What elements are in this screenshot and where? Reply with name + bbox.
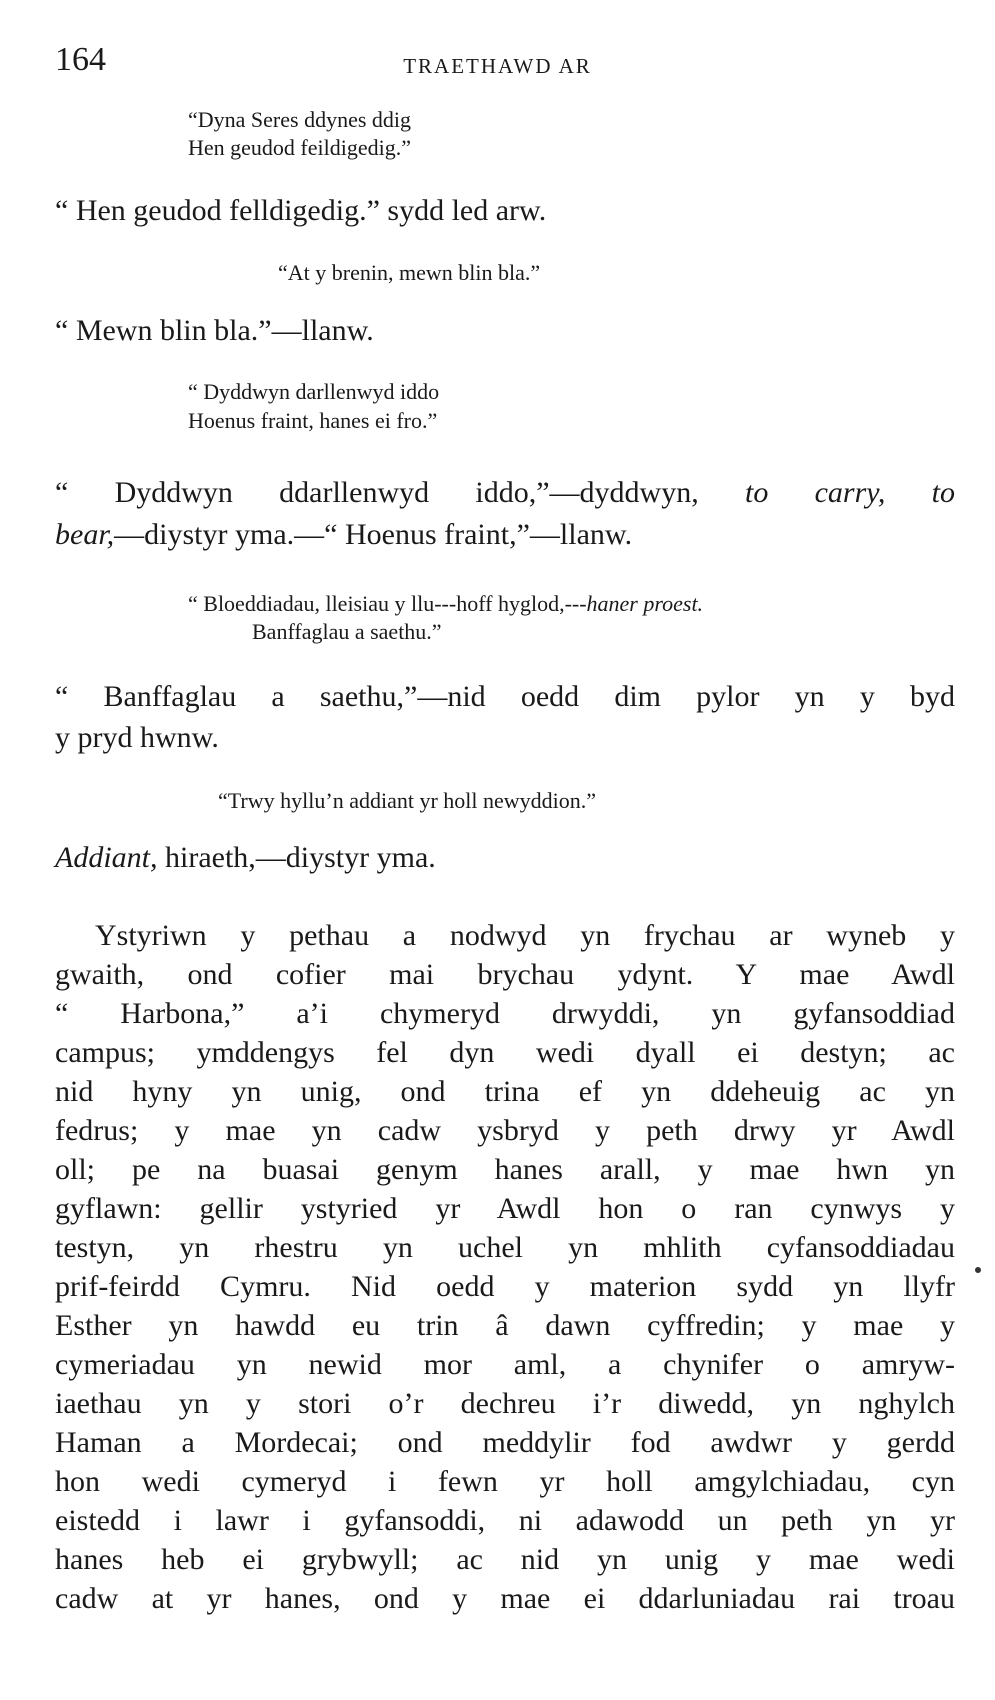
gloss-3-text-2: —diystyr yma.—“ Hoenus fraint,”—llanw.: [114, 518, 633, 551]
quote-3-line-1: “ Dyddwyn darllenwyd iddo: [188, 379, 440, 404]
paragraph-line-13: iaethau yn y stori o’r dechreu i’r diwedd, yn nghylch: [55, 1387, 955, 1420]
paragraph-line-5: nid hyny yn unig, ond trina ef yn ddeheuig ac yn: [55, 1075, 955, 1108]
paragraph-line-1: Ystyriwn y pethau a nodwyd yn frychau ar wyneb y: [95, 919, 955, 952]
quote-4-line-2: Banffaglau a saethu.”: [252, 619, 442, 644]
ink-speck: [975, 1267, 981, 1273]
gloss-4-line-2: y pryd hwnw.: [55, 721, 219, 754]
paragraph-line-8: gyflawn: gellir ystyried yr Awdl hon o ran cynwys y: [55, 1192, 955, 1225]
paragraph-line-16: eistedd i lawr i gyfansoddi, ni adawodd un peth yn yr: [55, 1504, 955, 1537]
running-head: TRAETHAWD AR: [403, 54, 592, 78]
paragraph-line-7: oll; pe na buasai genym hanes arall, y mae hwn yn: [55, 1153, 955, 1186]
gloss-3-line-1: [55, 475, 955, 511]
gloss-3-line-2: [55, 517, 632, 553]
gloss-2: “ Mewn blin bla.”—llanw.: [55, 314, 374, 347]
gloss-3-text: “ Dyddwyn ddarllenwyd iddo,”—dyddwyn,: [55, 476, 699, 509]
quote-4-note: haner proest.: [586, 591, 704, 616]
page-number: 164: [55, 41, 106, 78]
gloss-1: “ Hen geudod felldigedig.” sydd led arw.: [55, 194, 547, 227]
quote-2: “At y brenin, mewn blin bla.”: [278, 260, 541, 285]
paragraph-line-9: testyn, yn rhestru yn uchel yn mhlith cyfansoddiadau: [55, 1231, 955, 1264]
paragraph-line-12: cymeriadau yn newid mor aml, a chynifer o amryw-: [55, 1348, 955, 1381]
quote-1-line-1: “Dyna Seres ddynes ddig: [188, 107, 412, 132]
paragraph-line-17: hanes heb ei grybwyll; ac nid yn unig y mae wedi: [55, 1543, 955, 1576]
gloss-5-text: hiraeth,—diystyr yma.: [157, 841, 436, 874]
paragraph-line-10: prif-feirdd Cymru. Nid oedd y materion sydd yn llyfr: [55, 1270, 955, 1303]
paragraph-line-4: campus; ymddengys fel dyn wedi dyall ei destyn; ac: [55, 1036, 955, 1069]
quote-4-line-1: [188, 590, 703, 618]
quote-4-text: “ Bloeddiadau, lleisiau y llu---hoff hyglod,---: [188, 591, 587, 616]
gloss-5: [55, 840, 436, 876]
paragraph-line-18: cadw at yr hanes, ond y mae ei ddarluniadau rai troau: [55, 1582, 955, 1615]
quote-1-line-2: Hen geudod feildigedig.”: [188, 135, 411, 160]
paragraph-line-15: hon wedi cymeryd i fewn yr holl amgylchiadau, cyn: [55, 1465, 955, 1498]
gloss-4-line-1: “ Banffaglau a saethu,”—nid oedd dim pylor yn y byd: [55, 680, 955, 713]
paragraph-line-2: gwaith, ond cofier mai brychau ydynt. Y mae Awdl: [55, 958, 955, 991]
quote-3-line-2: Hoenus fraint, hanes ei fro.”: [188, 408, 438, 433]
gloss-3-italic: to carry, to: [744, 476, 956, 509]
paragraph-line-14: Haman a Mordecai; ond meddylir fod awdwr y gerdd: [55, 1426, 955, 1459]
gloss-3-italic-bear: bear,: [55, 518, 115, 551]
paragraph-line-3: “ Harbona,” a’i chymeryd drwyddi, yn gyfansoddiad: [55, 997, 955, 1030]
gloss-5-italic: Addiant,: [55, 841, 158, 874]
paragraph-line-6: fedrus; y mae yn cadw ysbryd y peth drwy yr Awdl: [55, 1114, 955, 1147]
paragraph-line-11: Esther yn hawdd eu trin â dawn cyffredin; y mae y: [55, 1309, 955, 1342]
quote-5: “Trwy hyllu’n addiant yr holl newyddion.”: [218, 788, 597, 813]
